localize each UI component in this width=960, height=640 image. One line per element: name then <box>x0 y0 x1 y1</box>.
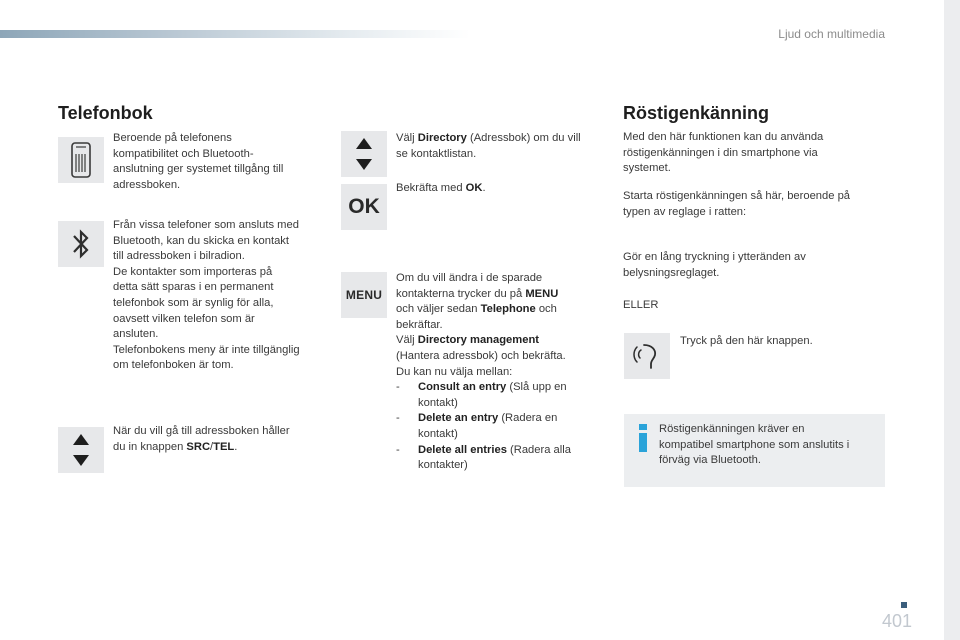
header-gradient-bar <box>0 30 470 38</box>
list-item: - Consult an entry (Slå upp en kontakt) <box>396 381 567 409</box>
left-paragraph-bluetooth-import: Från vissa telefoner som ansluts med Bluetooth, kan du skicka en kontakt till adressboken i bilradion. De kontakter som importeras på detta sätt sparas i en permanent telefonbok som är synlig för alla, oavsett vilken telefon som är ansluten. Telefonbokens meny är inte tillgänglig om telefonboken är tom. <box>113 219 300 372</box>
page-edge-strip <box>944 0 960 640</box>
list-item: - Delete all entries (Radera alla kontakter) <box>396 443 571 472</box>
menu-button-label: MENU <box>345 288 383 302</box>
voice-button-icon-box <box>624 333 670 379</box>
middle-paragraph-menu: Om du vill ändra i de sparade kontakterna trycker du på MENU och väljer sedan Telephone och bekräftar. Välj Directory management (Hantera adressbok) och bekräfta. Du kan nu välja mellan: - Consult an entry (Slå upp en kontakt) - Delete an entry (Radera en kontakt) - Delete all entries (Radera alla kontakter) <box>396 271 608 474</box>
voice-command-icon <box>632 341 662 371</box>
up-down-arrows-icon-box-middle <box>341 131 387 177</box>
bluetooth-icon-box <box>58 221 104 267</box>
bluetooth-icon <box>71 227 91 261</box>
left-paragraph-compatibility: Beroende på telefonens kompatibilitet och Bluetooth- anslutning ger systemet tillgång till adressboken. <box>113 132 284 191</box>
rostigenkanning-title: Röstigenkänning <box>623 103 770 123</box>
right-paragraph-start: Starta röstigenkänningen så här, beroende på typen av reglage i ratten: <box>623 190 851 218</box>
up-down-arrows-icon <box>72 432 90 468</box>
phone-icon-box <box>58 137 104 183</box>
right-or-label: ELLER <box>623 299 659 311</box>
up-down-arrows-icon-box-left <box>58 427 104 473</box>
info-note-box <box>624 414 885 487</box>
right-paragraph-intro: Med den här funktionen kan du använda röstigenkänningen i din smartphone via systemet. <box>623 131 824 175</box>
header-section-label: Ljud och multimedia <box>778 27 885 41</box>
right-paragraph-long-press: Gör en lång tryckning i ytteränden av belysningsreglaget. <box>623 251 806 279</box>
menu-button-icon-box <box>341 272 387 318</box>
info-note-text: Röstigenkänningen kräver en kompatibel smartphone som anslutits i förväg via Bluetooth. <box>659 423 850 467</box>
middle-paragraph-confirm-ok: Bekräfta med OK. <box>396 182 486 194</box>
up-down-arrows-icon <box>355 136 373 172</box>
directory-options-list <box>396 380 608 474</box>
list-item: - Delete an entry (Radera en kontakt) <box>396 412 558 440</box>
telefonbok-title: Telefonbok <box>58 103 153 123</box>
middle-paragraph-directory: Välj Directory (Adressbok) om du vill se kontaktlistan. <box>396 132 581 160</box>
ok-button-icon-box <box>341 184 387 230</box>
left-paragraph-src-tel: När du vill gå till adressboken håller du in knappen SRC/TEL. <box>113 425 290 453</box>
mobile-phone-icon <box>70 142 92 178</box>
ok-button-label: OK <box>348 195 380 218</box>
right-paragraph-press-button: Tryck på den här knappen. <box>680 335 813 347</box>
page-number: 401 <box>881 611 912 631</box>
info-icon <box>637 424 649 452</box>
page-marker-dot <box>901 602 907 608</box>
